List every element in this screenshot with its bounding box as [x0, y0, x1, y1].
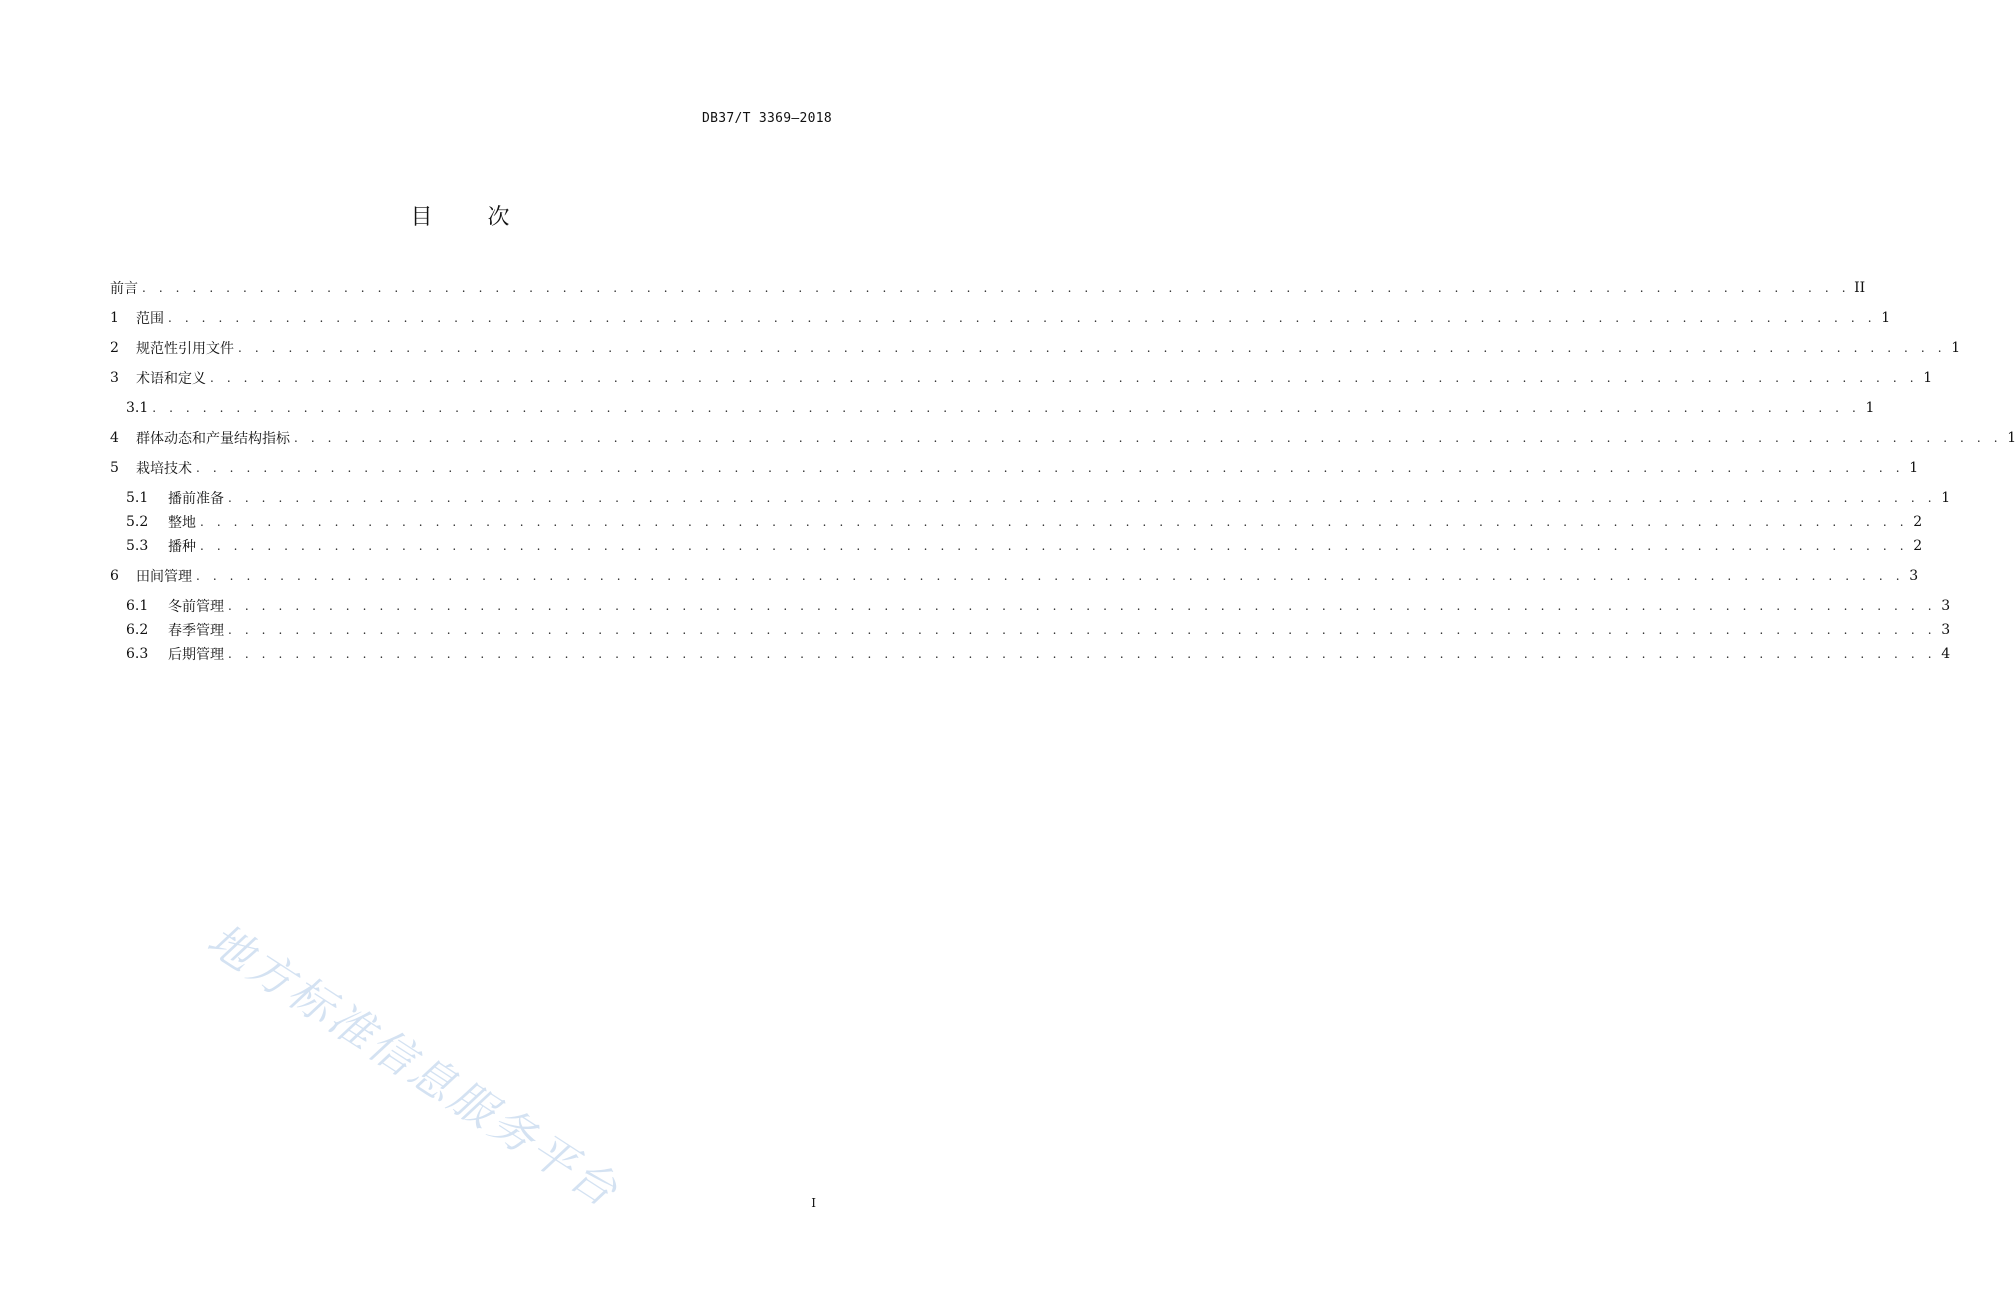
toc-leader-dots: . . . . . . . . . . . . . . . . . . . . . . . . . . . . . . . . . . . . . . . . . . . . . . . . . . . . . . . . . . . . . . . . . . . . . . . . . . . . . . . . . . . . . . . . . . . . . . . . . . . . . . — [196, 569, 1905, 583]
toc-entry-number: 6 — [110, 568, 119, 584]
toc-entry-foreword[interactable] — [110, 276, 1866, 300]
toc-page-number: 2 — [1913, 538, 1923, 554]
toc-page-number: 1 — [1923, 370, 1933, 386]
toc-entry-5-1[interactable] — [110, 486, 1951, 510]
toc-entry-text: 规范性引用文件 — [136, 341, 234, 357]
toc-entry-text: 冬前管理 — [168, 599, 224, 615]
toc-leader-dots: . . . . . . . . . . . . . . . . . . . . . . . . . . . . . . . . . . . . . . . . . . . . . . . . . . . . . . . . . . . . . . . . . . . . . . . . . . . . . . . . . . . . . . . . . . . . . . . . . . . . . . — [200, 539, 1909, 553]
toc-entry-6-1[interactable] — [110, 594, 1951, 618]
toc-leader-dots: . . . . . . . . . . . . . . . . . . . . . . . . . . . . . . . . . . . . . . . . . . . . . . . . . . . . . . . . . . . . . . . . . . . . . . . . . . . . . . . . . . . . . . . . . . . . . . . . . . . . . . — [228, 623, 1937, 637]
toc-entry-text: 群体动态和产量结构指标 — [136, 431, 290, 447]
toc-entry-3[interactable] — [110, 366, 1933, 390]
toc-entry-text: 田间管理 — [136, 569, 192, 585]
toc-entry-number: 6.1 — [126, 598, 149, 614]
toc-entry-number: 5 — [110, 460, 119, 476]
toc-entry-6-2[interactable] — [110, 618, 1951, 642]
toc-page-number: 3 — [1941, 622, 1951, 638]
toc-page-number: 1 — [1865, 400, 1875, 416]
toc-page-number: 3 — [1909, 568, 1919, 584]
toc-page-number: 2 — [1913, 514, 1923, 530]
toc-page-number: 1 — [1909, 460, 1919, 476]
toc-leader-dots: . . . . . . . . . . . . . . . . . . . . . . . . . . . . . . . . . . . . . . . . . . . . . . . . . . . . . . . . . . . . . . . . . . . . . . . . . . . . . . . . . . . . . . . . . . . . . . . . . . . . . . — [152, 401, 1861, 415]
toc-entry-1[interactable] — [110, 306, 1891, 330]
toc-entry-number: 5.2 — [126, 514, 149, 530]
toc-leader-dots: . . . . . . . . . . . . . . . . . . . . . . . . . . . . . . . . . . . . . . . . . . . . . . . . . . . . . . . . . . . . . . . . . . . . . . . . . . . . . . . . . . . . . . . . . . . . . . . . . . . . . . — [238, 341, 1947, 355]
toc-page-number: 1 — [1941, 490, 1951, 506]
toc-entry-text: 播种 — [168, 539, 196, 555]
toc-entry-number: 4 — [110, 430, 119, 446]
toc-entry-number: 5.1 — [126, 490, 149, 506]
toc-entry-number: 6.3 — [126, 646, 149, 662]
toc-leader-dots: . . . . . . . . . . . . . . . . . . . . . . . . . . . . . . . . . . . . . . . . . . . . . . . . . . . . . . . . . . . . . . . . . . . . . . . . . . . . . . . . . . . . . . . . . . . . . . . . . . . . . . — [210, 371, 1919, 385]
toc-leader-dots: . . . . . . . . . . . . . . . . . . . . . . . . . . . . . . . . . . . . . . . . . . . . . . . . . . . . . . . . . . . . . . . . . . . . . . . . . . . . . . . . . . . . . . . . . . . . . . . . . . . . . . — [228, 599, 1937, 613]
toc-page-number: 4 — [1941, 646, 1951, 662]
toc-entry-2[interactable] — [110, 336, 1961, 360]
toc-leader-dots: . . . . . . . . . . . . . . . . . . . . . . . . . . . . . . . . . . . . . . . . . . . . . . . . . . . . . . . . . . . . . . . . . . . . . . . . . . . . . . . . . . . . . . . . . . . . . . . . . . . . . . — [228, 491, 1937, 505]
watermark: 地方标准信息服务平台 — [198, 914, 629, 1219]
toc-entry-6[interactable] — [110, 564, 1919, 588]
toc-entry-4[interactable] — [110, 426, 2016, 450]
toc-entry-number: 3 — [110, 370, 119, 386]
toc-leader-dots: . . . . . . . . . . . . . . . . . . . . . . . . . . . . . . . . . . . . . . . . . . . . . . . . . . . . . . . . . . . . . . . . . . . . . . . . . . . . . . . . . . . . . . . . . . . . . . . . . . . . . . — [168, 311, 1877, 325]
toc-page-number: 3 — [1941, 598, 1951, 614]
toc-page-number: 1 — [2007, 430, 2016, 446]
toc-leader-dots: . . . . . . . . . . . . . . . . . . . . . . . . . . . . . . . . . . . . . . . . . . . . . . . . . . . . . . . . . . . . . . . . . . . . . . . . . . . . . . . . . . . . . . . . . . . . . . . . . . . . . . — [196, 461, 1905, 475]
toc-page-number: 1 — [1881, 310, 1891, 326]
toc-page-number: II — [1854, 280, 1866, 296]
toc-entry-text: 播前准备 — [168, 491, 224, 507]
toc-leader-dots: . . . . . . . . . . . . . . . . . . . . . . . . . . . . . . . . . . . . . . . . . . . . . . . . . . . . . . . . . . . . . . . . . . . . . . . . . . . . . . . . . . . . . . . . . . . . . . . . . . . . . . — [294, 431, 2003, 445]
toc-entry-text: 整地 — [168, 515, 196, 531]
toc-entry-number: 6.2 — [126, 622, 149, 638]
page-number: I — [811, 1196, 816, 1210]
toc-leader-dots: . . . . . . . . . . . . . . . . . . . . . . . . . . . . . . . . . . . . . . . . . . . . . . . . . . . . . . . . . . . . . . . . . . . . . . . . . . . . . . . . . . . . . . . . . . . . . . . . . . . . . . — [142, 281, 1851, 295]
toc-entry-5-3[interactable] — [110, 534, 1923, 558]
standard-code: DB37/T 3369—2018 — [701, 111, 832, 126]
toc-entry-number: 5.3 — [126, 538, 149, 554]
toc-entry-3-1[interactable] — [110, 396, 1875, 420]
toc-entry-text: 范围 — [136, 311, 164, 327]
toc-entry-text: 术语和定义 — [136, 371, 206, 387]
toc-entry-5[interactable] — [110, 456, 1919, 480]
toc-entry-number: 3.1 — [126, 400, 149, 416]
page-title: 目 次 — [410, 205, 534, 230]
toc-entry-number: 2 — [110, 340, 119, 356]
toc-entry-text: 春季管理 — [168, 623, 224, 639]
toc-page-number: 1 — [1951, 340, 1961, 356]
toc-entry-number: 1 — [110, 310, 119, 326]
toc-leader-dots: . . . . . . . . . . . . . . . . . . . . . . . . . . . . . . . . . . . . . . . . . . . . . . . . . . . . . . . . . . . . . . . . . . . . . . . . . . . . . . . . . . . . . . . . . . . . . . . . . . . . . . — [228, 647, 1937, 661]
toc-entry-text: 后期管理 — [168, 647, 224, 663]
toc-entry-text: 栽培技术 — [136, 461, 192, 477]
toc-entry-5-2[interactable] — [110, 510, 1923, 534]
toc-leader-dots: . . . . . . . . . . . . . . . . . . . . . . . . . . . . . . . . . . . . . . . . . . . . . . . . . . . . . . . . . . . . . . . . . . . . . . . . . . . . . . . . . . . . . . . . . . . . . . . . . . . . . . — [200, 515, 1909, 529]
toc-entry-6-3[interactable] — [110, 642, 1951, 666]
toc-entry-text: 前言 — [110, 281, 138, 297]
